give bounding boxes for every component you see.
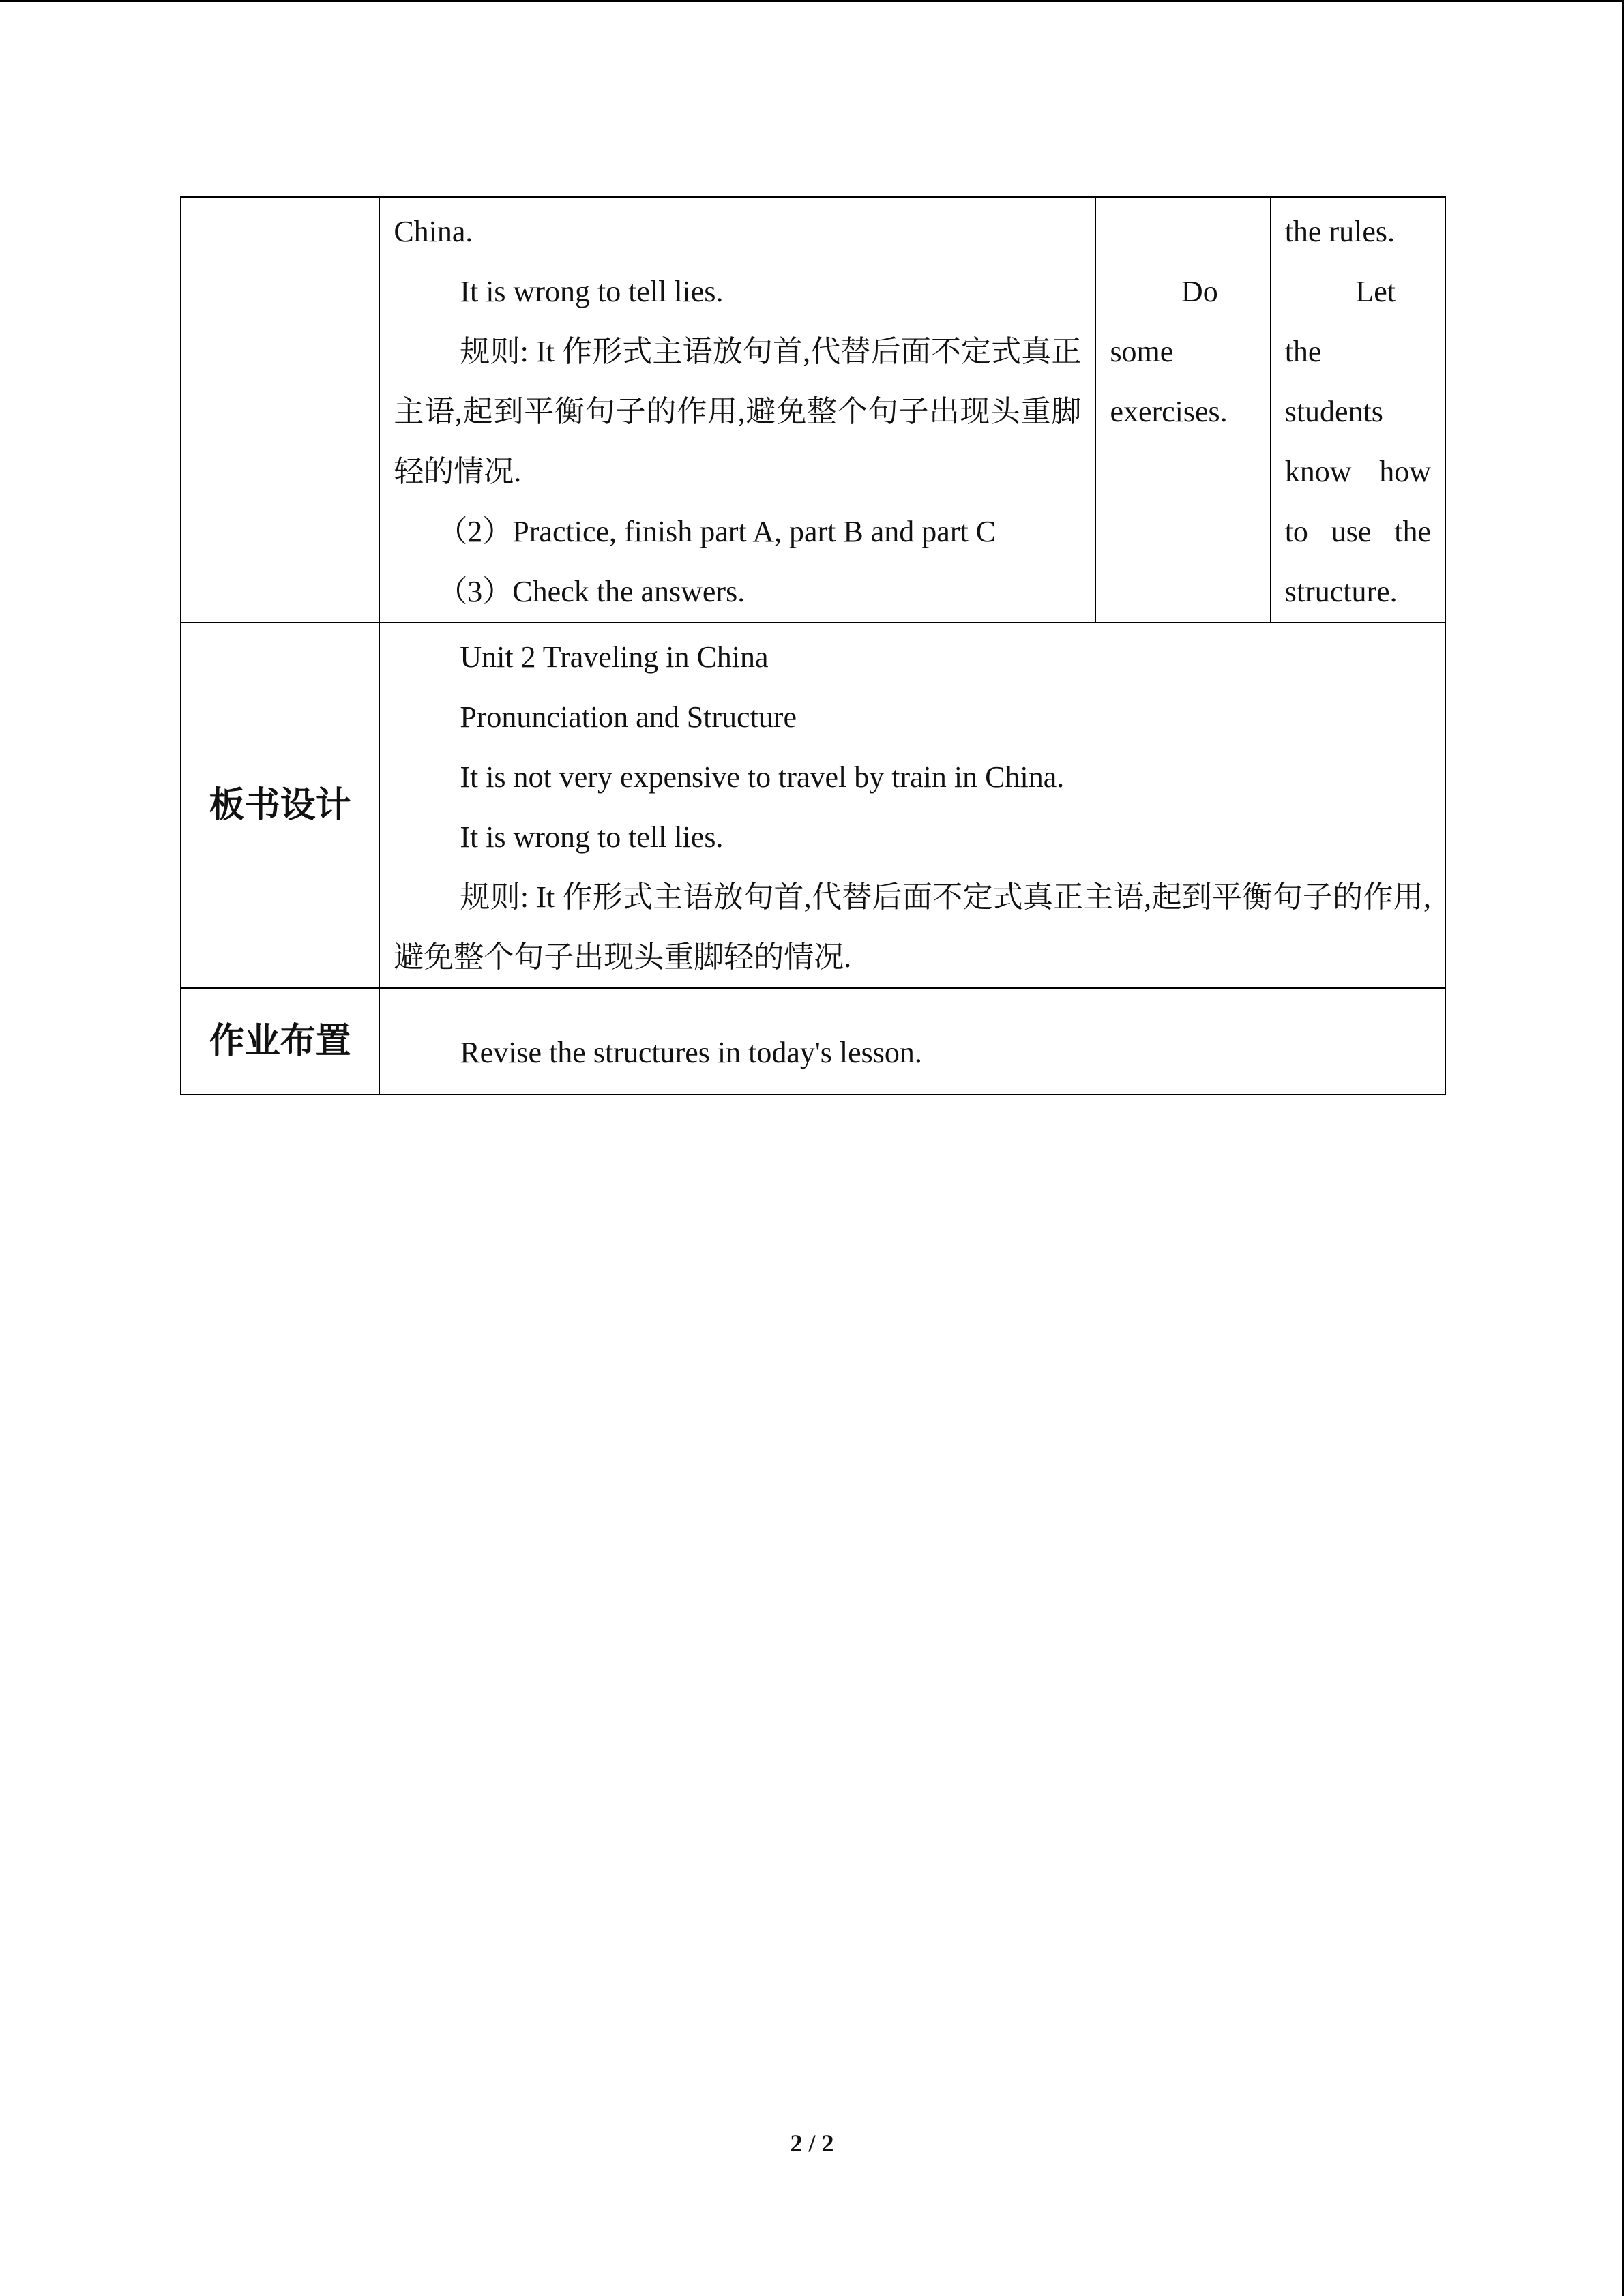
purpose-text: structure. — [1284, 575, 1398, 608]
procedure-cell — [379, 197, 1095, 623]
activity-text: Do — [1181, 275, 1218, 308]
purpose-line — [1285, 502, 1431, 562]
purpose-text: the — [1284, 335, 1322, 368]
page-border-top — [0, 0, 1624, 2]
lesson-plan-table — [180, 196, 1446, 1095]
label-cell-empty — [181, 197, 379, 623]
board-line: Unit 2 Traveling in China — [460, 640, 769, 674]
row-label-homework: 作业布置 — [181, 988, 379, 1094]
purpose-word: use — [1331, 515, 1372, 548]
homework-text: Revise the structures in today's lesson. — [460, 1036, 922, 1069]
activity-text: exercises. — [1110, 395, 1228, 428]
table-row — [181, 623, 1445, 988]
grammar-rule: 规则: It 作形式主语放句首,代替后面不定式真正主语,起到平衡句子的作用,避免整个句子出现头重脚轻的情况. — [394, 335, 1082, 488]
table-row — [181, 197, 1445, 623]
board-line: Pronunciation and Structure — [460, 700, 797, 734]
purpose-text: the rules. — [1284, 215, 1395, 248]
activity-text: some — [1110, 335, 1174, 368]
homework-cell — [379, 988, 1445, 1094]
purpose-word: how — [1379, 455, 1431, 488]
example-sentence: It is wrong to tell lies. — [460, 275, 724, 308]
practice-step: （2）Practice, finish part A, part B and part C — [437, 515, 996, 548]
purpose-text: Let — [1355, 275, 1396, 308]
page-number: 2 / 2 — [790, 2130, 834, 2157]
student-activity-cell — [1095, 197, 1270, 623]
row-label-blackboard: 板书设计 — [181, 623, 379, 988]
purpose-word: know — [1284, 455, 1352, 488]
check-step: （3）Check the answers. — [437, 575, 745, 608]
board-line: It is wrong to tell lies. — [460, 820, 724, 854]
board-line: It is not very expensive to travel by train in China. — [460, 760, 1065, 794]
board-rule: 规则: It 作形式主语放句首,代替后面不定式真正主语,起到平衡句子的作用,避免整个句子出现头重脚轻的情况. — [394, 880, 1431, 974]
purpose-line — [1285, 442, 1431, 502]
purpose-word: to — [1284, 515, 1308, 548]
table-row — [181, 988, 1445, 1094]
design-purpose-cell — [1271, 197, 1445, 623]
blackboard-design-cell — [379, 623, 1445, 988]
purpose-word: the — [1394, 515, 1431, 548]
purpose-text: students — [1284, 395, 1383, 428]
procedure-line: China. — [394, 215, 473, 248]
